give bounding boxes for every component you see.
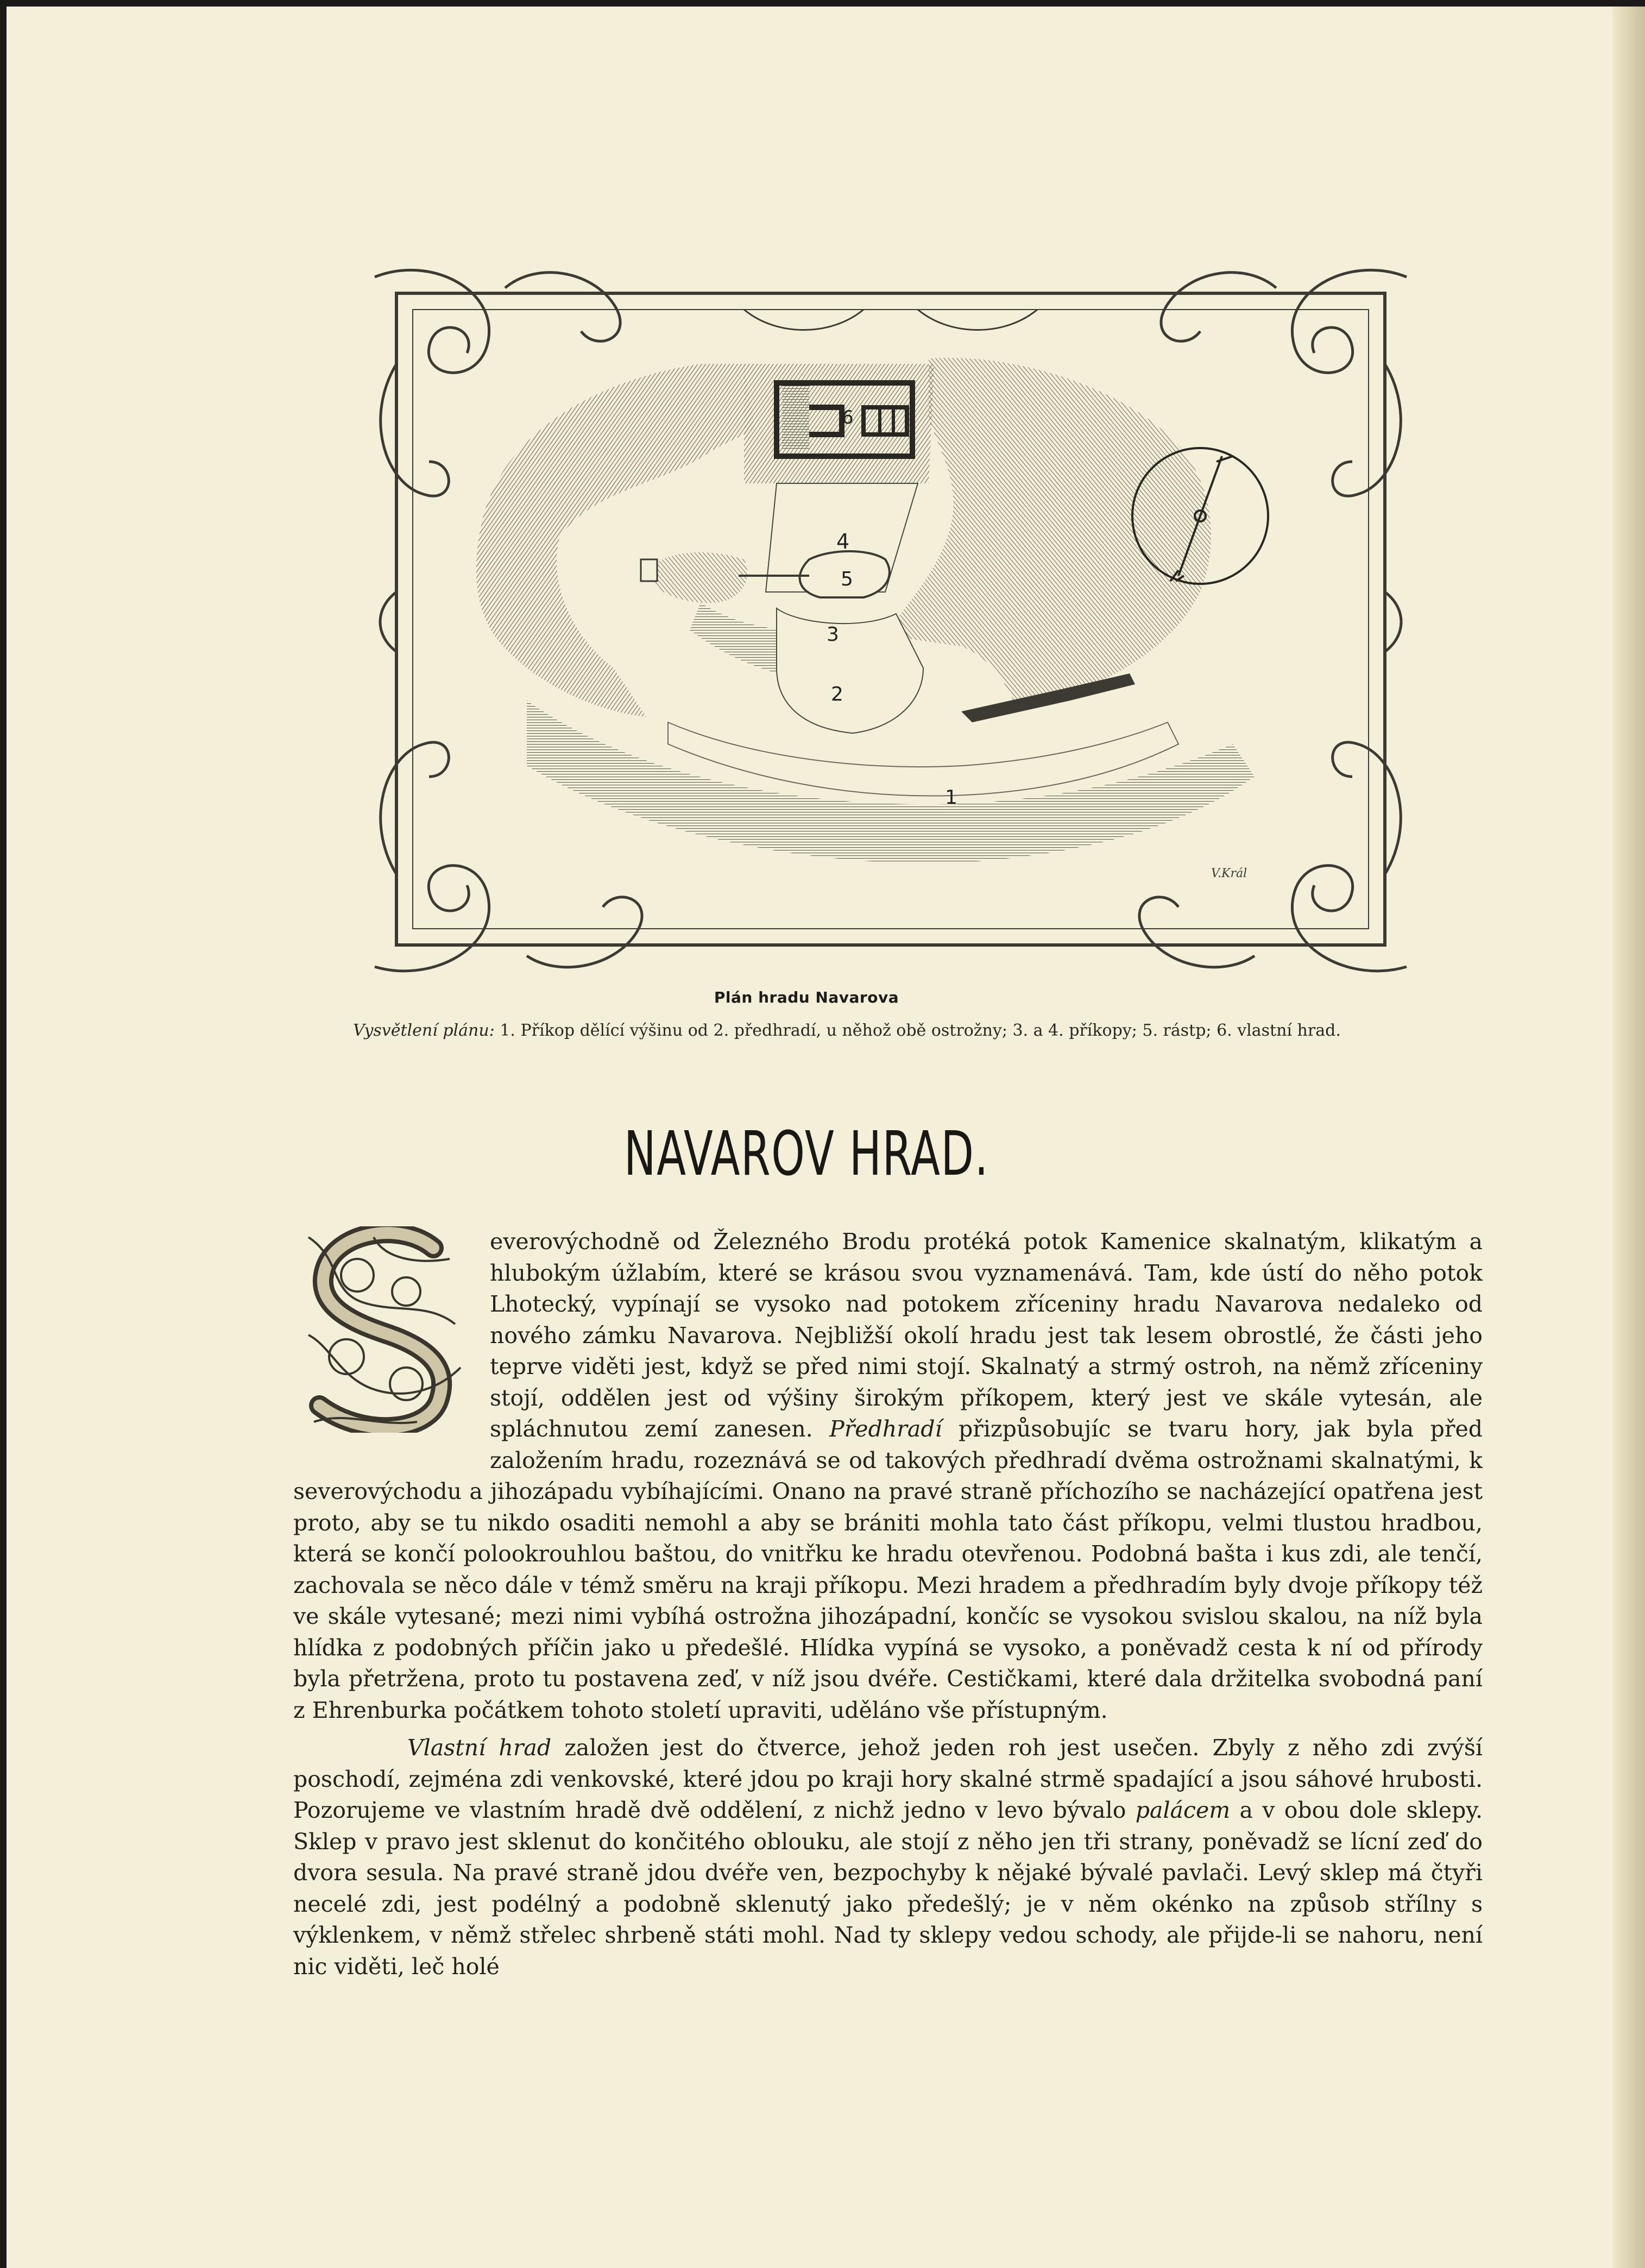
p2-emphasis: Vlastní hrad [407,1735,552,1761]
plan-engraving [364,255,1417,983]
p1-text-b: přizpůsobujíc se tvaru hory, jak byla před založením hradu, rozeznává se od takových předhradí dvěma ostrožnami skalnatými, k severovýchodu a jihozápadu vybíhajícími. Onano na pravé straně příchozího se nacházející opatřena jest proto, aby se tu nikdo osaditi nemohl a aby se brániti mohla tato část příkopu, velmi tlustou hradbou, která se končí polookrouhlou baštou, do vnitřku ke hradu otevřenou. Podobná bašta i kus zdi, ale tenčí, zachovala se něco dále v témž směru na kraji příkopu. Mezi hradem a předhradím byly dvoje příkopy též ve skále vytesané; mezi nimi vybíhá ostrožna jihozápadní, končíc se vysokou svislou skalou, na níž byla hlídka z podobných příčin jako u předešlé. Hlídka vypíná se vysoko, a poněvadž cesta k ní od přírody byla přetržena, proto tu postavena zeď, v níž jsou dvéře. Cestičkami, které dala držitelka svobodná paní z Ehrenburka počátkem tohoto století upraviti, uděláno vše přístupným. [293,1416,1483,1723]
castle-plan-illustration [364,255,1417,983]
article-body [293,1226,1483,1982]
engraver-signature: V.Král [1211,867,1247,880]
p1-text-a: everovýchodně od Železného Brodu protéká potok Kamenice skalnatým, klikatým a hlubokým úžlabím, které se krásou svou vyznamenává. Tam, kde ústí do něho potok Lhotecký, vypínají se vysoko nad potokem zříceniny hradu Navarova nedaleko od nového zámku Navarova. Nejbližší okolí hradu jest tak lesem obrostlé, že části jeho teprve viděti jest, když se před nimi stojí. Skalnatý a strmý ostroh, na němž zříceniny stojí, oddělen jest od výšiny širokým příkopem, který jest ve skále vytesán, ale spláchnutou zemí zanesen. [490,1228,1483,1442]
plan-number-6: 6 [842,407,854,429]
initial-space [293,1226,490,1465]
plan-number-4: 4 [836,530,850,553]
plan-number-3: 3 [827,623,839,646]
article-title: NAVAROV HRAD. [623,1119,989,1189]
legend-text: 1. Příkop dělící výšinu od 2. předhradí, u něhož obě ostrožny; 3. a 4. příkopy; 5. rástp; 6. vlastní hrad. [494,1021,1341,1040]
plan-caption: Plán hradu Navarova [714,988,899,1006]
plan-number-2: 2 [831,683,843,705]
p1-emphasis: Předhradí [829,1416,942,1442]
legend-label: Vysvětlení plánu: [353,1021,495,1040]
plan-legend [353,1021,1439,1040]
p2-text-a: založen jest do čtverce, jehož jeden roh jest usečen. Zbyly z něho zdi zvýší poschodí, zejména zdi venkovské, které jdou po kraji hory skalné strmě spadající a jsou sáhové hrubosti. Pozorujeme ve vlastním hradě dvě oddělení, z nichž jedno v levo bývalo [293,1735,1483,1823]
p2-text-b: a v obou dole sklepy. Sklep v pravo jest sklenut do končitého oblouku, ale stojí z něho jen tři strany, poněvadž se lícní zeď do dvora sesula. Na pravé straně jdou dvéře ven, bezpochyby k nějaké bývalé pavlači. Levý sklep má čtyři necelé zdi, jest podélný a podobně sklenutý jako předešlý; je v něm okénko na způsob střílny s výklenkem, v němž střelec shrbeně státi mohl. Nad ty sklepy vedou schody, ale přijde-li se nahoru, není nic viděti, leč holé [293,1797,1483,1980]
p2-emphasis-palace: palácem [1135,1797,1231,1823]
page-fold-edge [1612,0,1645,2268]
plan-number-1: 1 [945,786,957,809]
plan-number-5: 5 [841,568,853,590]
paragraph-2 [293,1732,1483,1982]
